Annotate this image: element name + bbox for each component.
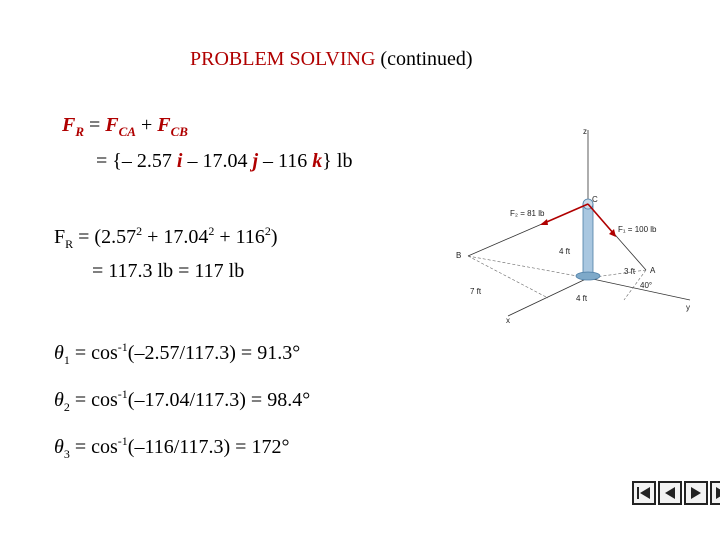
- vec-part-3: – 116: [263, 150, 308, 172]
- dim-3ft: 3 ft: [624, 267, 636, 276]
- mag-exp-2: 2: [208, 224, 215, 238]
- point-b-label: B: [456, 251, 462, 260]
- plus-sign: +: [140, 114, 153, 136]
- last-slide-icon: [714, 486, 720, 500]
- theta-index: 1: [63, 353, 70, 367]
- angle-expression: (–17.04/117.3) = 98.4°: [127, 389, 311, 411]
- inverse-exp: -1: [117, 387, 128, 401]
- fca-subscript: CA: [118, 124, 136, 139]
- mag-fr-subscript: R: [65, 237, 74, 251]
- last-slide-button[interactable]: [710, 481, 720, 505]
- mag-close: ): [270, 226, 278, 248]
- theta-index: 3: [63, 447, 70, 461]
- ground-line-b: [468, 256, 588, 278]
- fr-symbol: F: [62, 114, 76, 136]
- force-f2-arrow: [542, 204, 588, 224]
- next-slide-icon: [688, 486, 704, 500]
- unit-vector-j: j: [252, 150, 259, 172]
- fcb-symbol: F: [157, 114, 171, 136]
- angle-theta-1: [54, 340, 300, 368]
- force-f2-label: F₂ = 81 lb: [510, 209, 545, 218]
- equals-sign: =: [89, 114, 101, 136]
- inverse-exp: -1: [117, 340, 128, 354]
- vec-part-1: = {– 2.57: [96, 150, 172, 172]
- mag-term-2: + 17.04: [147, 226, 209, 248]
- magnitude-equation: [54, 224, 278, 252]
- point-c-label: C: [592, 195, 598, 204]
- cos-label: = cos: [74, 436, 118, 458]
- next-slide-button[interactable]: [684, 481, 708, 505]
- cos-label: = cos: [74, 342, 118, 364]
- theta-symbol: θ: [54, 389, 64, 411]
- mag-exp-3: 2: [264, 224, 271, 238]
- angle-theta-3: [54, 434, 289, 462]
- mag-term-3: + 116: [219, 226, 265, 248]
- mag-term-1: = (2.57: [78, 226, 137, 248]
- cos-label: = cos: [74, 389, 118, 411]
- force-f2-arrowhead: [540, 219, 548, 225]
- dim-4ft-bottom: 4 ft: [576, 294, 588, 303]
- mag-exp-1: 2: [136, 224, 143, 238]
- angle-expression: (–2.57/117.3) = 91.3°: [127, 342, 301, 364]
- resultant-vector-equation: [96, 150, 352, 173]
- unit-vector-i: i: [176, 150, 183, 172]
- y-axis-line: [588, 278, 690, 300]
- inverse-exp: -1: [117, 434, 128, 448]
- previous-slide-button[interactable]: [658, 481, 682, 505]
- z-axis-label: z: [583, 127, 587, 136]
- pole: [583, 204, 593, 274]
- fcb-subscript: CB: [170, 124, 188, 139]
- theta-symbol: θ: [54, 436, 64, 458]
- first-slide-icon: [636, 486, 652, 500]
- slide-navigation: [632, 481, 720, 505]
- force-f1-label: F₁ = 100 lb: [618, 225, 657, 234]
- fr-subscript: R: [75, 124, 85, 139]
- dim-4ft-left: 4 ft: [559, 247, 571, 256]
- title-sub: (continued): [380, 48, 473, 70]
- angle-40-label: 40°: [640, 281, 653, 290]
- dim-7ft: 7 ft: [470, 287, 482, 296]
- angle-theta-2: [54, 387, 310, 415]
- resultant-sum-equation: [62, 114, 188, 140]
- unit-vector-k: k: [312, 150, 323, 172]
- magnitude-result: = 117.3 lb = 117 lb: [92, 260, 245, 282]
- slide-title: [190, 48, 473, 71]
- vec-part-4: } lb: [322, 150, 353, 172]
- fca-symbol: F: [105, 114, 119, 136]
- y-axis-label: y: [686, 303, 690, 312]
- x-axis-label: x: [506, 316, 510, 325]
- title-main: PROBLEM SOLVING: [190, 48, 376, 70]
- point-a-label: A: [650, 266, 656, 275]
- theta-index: 2: [63, 400, 70, 414]
- theta-symbol: θ: [54, 342, 64, 364]
- first-slide-button[interactable]: [632, 481, 656, 505]
- pole-base: [576, 272, 600, 280]
- vec-part-2: – 17.04: [187, 150, 248, 172]
- force-diagram: [428, 118, 698, 330]
- mag-fr-symbol: F: [54, 226, 66, 248]
- angle-expression: (–116/117.3) = 172°: [127, 436, 290, 458]
- previous-slide-icon: [662, 486, 678, 500]
